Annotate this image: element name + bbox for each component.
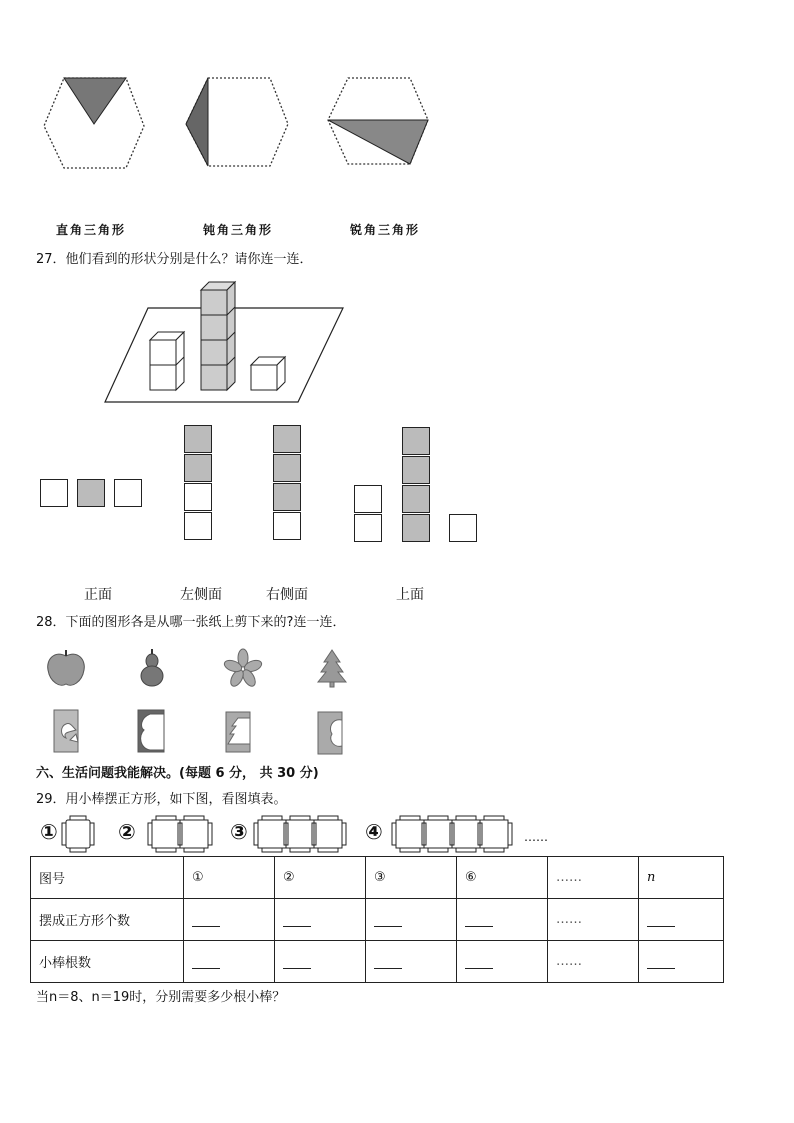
- paper-2: [138, 710, 164, 752]
- label-obtuse-triangle: 钝角三角形: [203, 223, 274, 237]
- figure-label-2: ②: [118, 820, 136, 844]
- stick-squares-figures: [60, 814, 530, 854]
- table-header-figure-no: 图号: [31, 857, 184, 899]
- paper-3: [226, 712, 250, 752]
- answer-blank[interactable]: [647, 912, 675, 927]
- figure-ellipsis: ……: [524, 830, 548, 844]
- answer-blank[interactable]: [374, 954, 402, 969]
- row-ellipsis: ……: [548, 899, 639, 941]
- paper-1: [54, 710, 78, 752]
- table-header-row: [31, 857, 724, 899]
- question-28: 28．下面的图形各是从哪一张纸上剪下来的?连一连．: [36, 615, 346, 630]
- view-label-front: 正面: [84, 587, 112, 603]
- apple-shape: [48, 650, 85, 685]
- figure-label-4: ④: [365, 820, 383, 844]
- label-right-triangle: 直角三角形: [56, 223, 127, 237]
- table-header: ③: [366, 857, 457, 899]
- figure-label-3: ③: [230, 820, 248, 844]
- answer-blank[interactable]: [465, 912, 493, 927]
- cube-stacks-3d: [100, 278, 350, 408]
- answer-blank[interactable]: [192, 954, 220, 969]
- view-label-right: 右侧面: [266, 587, 308, 603]
- row-label-square-count: 摆成正方形个数: [31, 899, 184, 941]
- hexagon-acute-triangle: [328, 78, 428, 164]
- fill-in-table: [30, 856, 724, 983]
- answer-blank[interactable]: [374, 912, 402, 927]
- cut-shapes-row: [40, 646, 360, 690]
- gourd-shape: [141, 649, 163, 686]
- row-label-stick-count: 小棒根数: [31, 941, 184, 983]
- answer-blank[interactable]: [283, 954, 311, 969]
- paper-pieces-row: [40, 706, 360, 756]
- hexagon-triangle-figures: [30, 70, 450, 180]
- paper-4: [318, 712, 342, 754]
- view-label-left: 左侧面: [180, 587, 222, 603]
- flower-shape: [223, 649, 263, 688]
- table-header-ellipsis: ……: [548, 857, 639, 899]
- table-row: [31, 941, 724, 983]
- view-label-top: 上面: [396, 587, 424, 603]
- figure-label-1: ①: [40, 820, 58, 844]
- row-ellipsis: ……: [548, 941, 639, 983]
- answer-blank[interactable]: [283, 912, 311, 927]
- table-header-n: n: [639, 857, 724, 899]
- answer-blank[interactable]: [192, 912, 220, 927]
- table-header: ①: [184, 857, 275, 899]
- table-header: ⑥: [457, 857, 548, 899]
- table-header: ②: [275, 857, 366, 899]
- answer-blank[interactable]: [647, 954, 675, 969]
- hexagon-obtuse-triangle: [186, 78, 288, 166]
- section-6-heading: 六、生活问题我能解决。(每题 6 分， 共 30 分): [36, 766, 319, 781]
- question-29: 29．用小棒摆正方形，如下图，看图填表。: [36, 792, 287, 807]
- table-row: [31, 899, 724, 941]
- question-29-followup: 当n＝8、n＝19时，分别需要多少根小棒？: [36, 990, 286, 1005]
- answer-blank[interactable]: [465, 954, 493, 969]
- tree-shape: [318, 650, 346, 687]
- label-acute-triangle: 锐角三角形: [350, 223, 421, 237]
- hexagon-right-triangle: [44, 78, 144, 168]
- question-27: 27．他们看到的形状分别是什么？请你连一连．: [36, 252, 313, 267]
